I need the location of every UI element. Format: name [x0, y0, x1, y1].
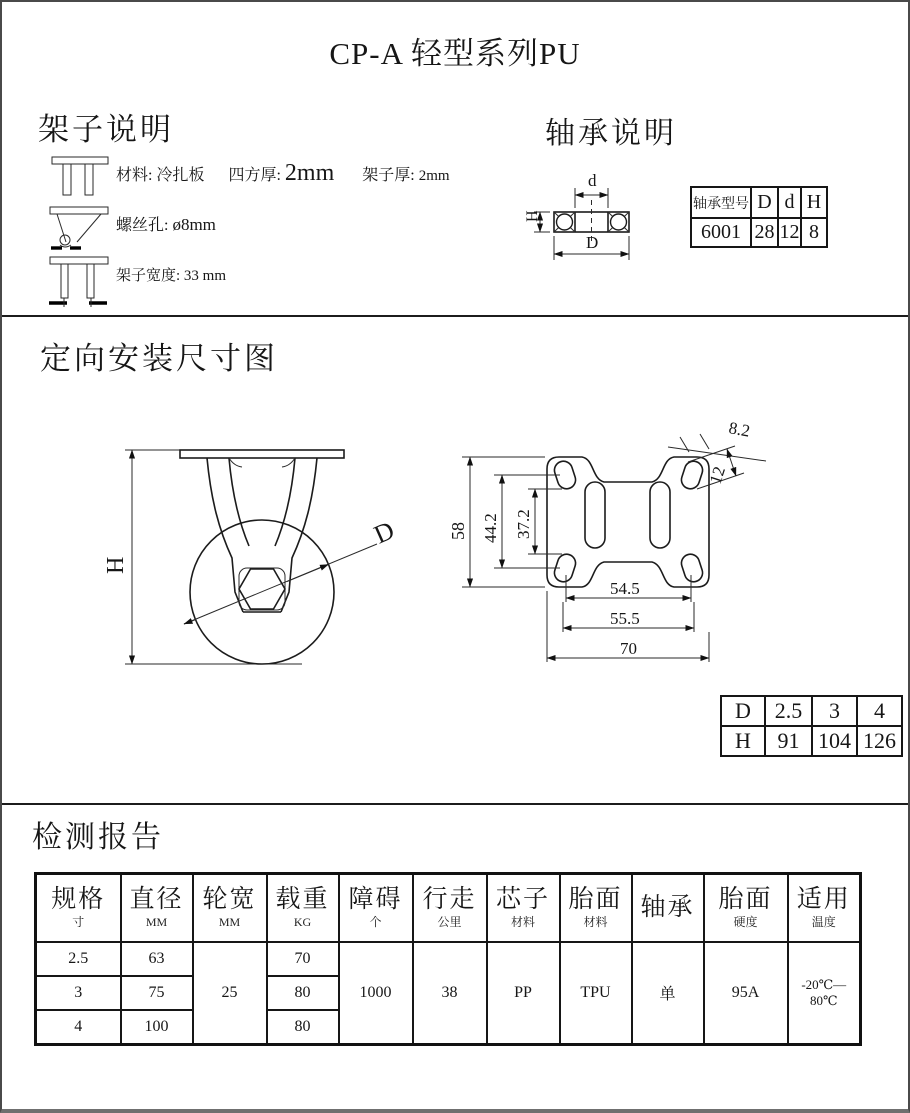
plate-dim-37-2: 37.2 — [514, 509, 533, 539]
section-divider-2 — [2, 803, 908, 805]
section-divider-1 — [2, 315, 908, 317]
dh-table-h3: 126 — [857, 726, 902, 756]
cell-size: 3 — [36, 976, 121, 1010]
bearing-D-value: 28 — [751, 218, 778, 247]
frame-square-thickness-label: 四方厚: — [228, 167, 281, 184]
report-header-row — [36, 874, 861, 942]
col-unit-hardness: 硬度 — [733, 915, 758, 930]
dh-table-d2: 3 — [812, 696, 857, 726]
plate-dim-12: 12 — [705, 464, 730, 487]
caster-side-view-drawing — [87, 422, 407, 707]
col-unit-distance: 公里 — [437, 915, 462, 930]
cell-diameter: 63 — [121, 942, 193, 976]
cell-core-material: PP — [487, 942, 560, 1045]
col-title-obstacle: 障碍 — [348, 886, 403, 914]
col-title-distance: 行走 — [422, 886, 477, 914]
test-report-table — [34, 872, 862, 1046]
frame-material-line — [116, 160, 450, 187]
col-header-bearing — [632, 874, 704, 942]
dh-table-d-header: D — [721, 696, 765, 726]
cell-load: 80 — [267, 976, 339, 1010]
report-row-2-5 — [36, 942, 861, 976]
col-unit-temperature: 温度 — [811, 915, 836, 930]
col-header-temperature — [788, 874, 861, 942]
cell-distance: 38 — [413, 942, 487, 1045]
col-title-core: 芯子 — [495, 886, 550, 914]
cell-wheel-width: 25 — [193, 942, 267, 1045]
col-header-distance — [413, 874, 487, 942]
col-title-hardness: 胎面 — [718, 886, 773, 914]
col-unit-core: 材料 — [510, 915, 535, 930]
col-header-size — [36, 874, 121, 942]
cell-temperature: -20℃—80℃ — [788, 942, 861, 1045]
cell-hardness: 95A — [704, 942, 788, 1045]
col-header-diameter — [121, 874, 193, 942]
dh-table-d3: 4 — [857, 696, 902, 726]
frame-top-view-icon — [50, 154, 110, 204]
frame-width-value: 33 mm — [183, 268, 227, 284]
col-header-obstacle — [339, 874, 413, 942]
cell-diameter: 100 — [121, 1010, 193, 1045]
bearing-section-heading: 轴承说明 — [545, 117, 677, 150]
frame-width-icon — [47, 255, 113, 310]
frame-thickness-value: 2mm — [418, 168, 450, 184]
frame-screw-label: 螺丝孔: — [116, 217, 169, 234]
col-title-bearing: 轴承 — [640, 893, 695, 921]
frame-width-label: 架子宽度: — [116, 268, 181, 284]
bearing-dim-H-label: H — [524, 210, 541, 222]
bearing-dim-D-label: D — [586, 233, 599, 252]
col-header-hardness — [704, 874, 788, 942]
cell-load: 80 — [267, 1010, 339, 1045]
cell-obstacles: 1000 — [339, 942, 413, 1045]
side-view-H-label: H — [103, 556, 129, 574]
frame-screw-line — [116, 212, 216, 235]
col-header-core — [487, 874, 560, 942]
page-title: CP-A 轻型系列PU — [329, 36, 581, 71]
col-title-size: 规格 — [51, 886, 106, 914]
report-section-heading: 检测报告 — [32, 821, 164, 854]
col-unit-tread: 材料 — [583, 915, 608, 930]
col-header-wheel-width — [193, 874, 267, 942]
plate-dim-44-2: 44.2 — [481, 513, 500, 543]
cell-bearing-type: 单 — [632, 942, 704, 1045]
frame-section-heading: 架子说明 — [38, 112, 174, 147]
mounting-section-heading: 定向安装尺寸图 — [40, 341, 278, 376]
plate-dim-70: 70 — [620, 639, 637, 658]
mounting-plate-drawing — [432, 405, 792, 705]
col-title-tread: 胎面 — [568, 886, 623, 914]
bearing-table — [690, 186, 828, 248]
col-unit-obstacle: 个 — [369, 915, 382, 930]
col-header-tread — [560, 874, 632, 942]
frame-square-thickness-value: 2mm — [284, 160, 335, 186]
col-header-load — [267, 874, 339, 942]
col-title-load: 载重 — [275, 886, 330, 914]
cell-load: 70 — [267, 942, 339, 976]
col-unit-load: KG — [293, 915, 312, 930]
frame-material-label: 材料: 冷扎板 — [116, 167, 205, 184]
dh-table-h2: 104 — [812, 726, 857, 756]
plate-dim-55-5: 55.5 — [610, 609, 640, 628]
dh-table-h-header: H — [721, 726, 765, 756]
plate-dim-58: 58 — [448, 522, 468, 540]
bearing-model-value: 6001 — [691, 218, 751, 247]
dh-table-h1: 91 — [765, 726, 812, 756]
side-view-D-label: D — [369, 515, 399, 550]
frame-thickness-label: 架子厚: — [362, 167, 415, 184]
col-title-diameter: 直径 — [129, 886, 184, 914]
bearing-dim-d-label: d — [588, 171, 597, 190]
frame-screw-value: ø8mm — [172, 215, 216, 234]
plate-dim-54-5: 54.5 — [610, 579, 640, 598]
col-unit-wheel-width: MM — [218, 915, 241, 930]
cell-diameter: 75 — [121, 976, 193, 1010]
col-unit-diameter: MM — [145, 915, 168, 930]
bearing-diagram — [524, 170, 684, 266]
cell-tread-material: TPU — [560, 942, 632, 1045]
dh-size-table — [720, 695, 903, 757]
bearing-table-header-H: H — [801, 187, 827, 218]
frame-screw-hole-icon — [47, 205, 113, 255]
bearing-d-value: 12 — [778, 218, 801, 247]
col-title-wheel-width: 轮宽 — [202, 886, 257, 914]
bearing-table-model-header: 轴承型号 — [691, 187, 751, 218]
col-title-temperature: 适用 — [796, 886, 851, 914]
bearing-table-header-d: d — [778, 187, 801, 218]
cell-size: 4 — [36, 1010, 121, 1045]
dh-table-d1: 2.5 — [765, 696, 812, 726]
plate-dim-8-2: 8.2 — [727, 418, 752, 441]
bearing-H-value: 8 — [801, 218, 827, 247]
cell-size: 2.5 — [36, 942, 121, 976]
frame-width-line — [116, 264, 226, 285]
bearing-table-header-D: D — [751, 187, 778, 218]
col-unit-size: 寸 — [72, 915, 85, 930]
